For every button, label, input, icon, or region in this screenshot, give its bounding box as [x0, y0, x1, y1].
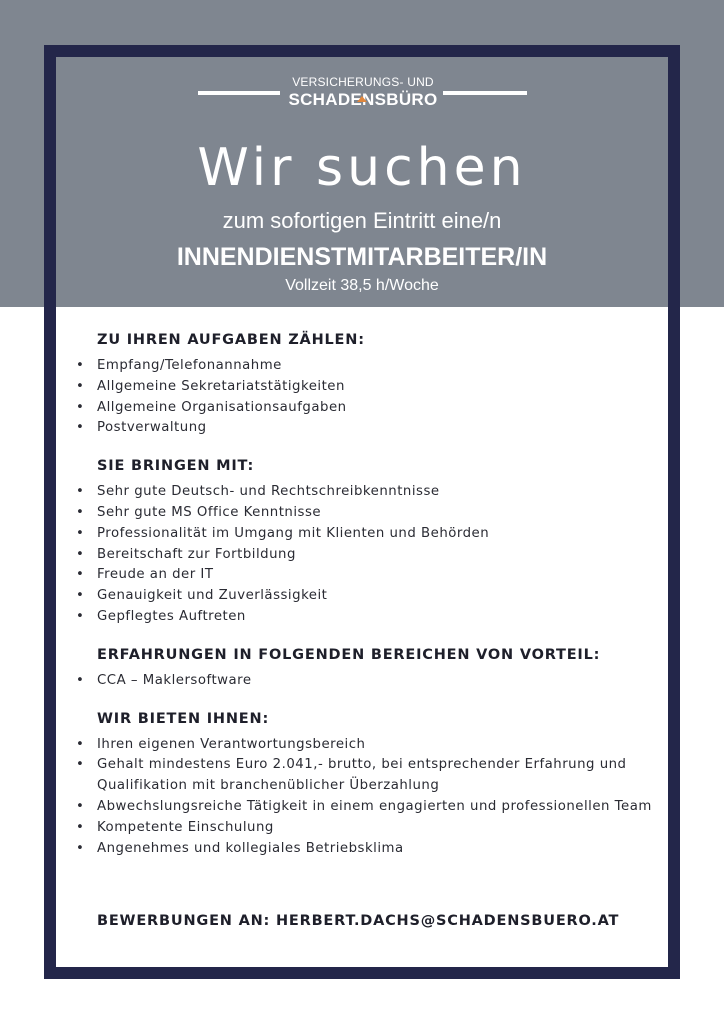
headline: Wir suchen	[197, 138, 527, 198]
list-item: • Postverwaltung	[76, 418, 666, 439]
list-item: • Allgemeine Organisationsaufgaben	[76, 398, 666, 419]
list-item: • Angenehmes und kollegiales Betriebsklima	[76, 839, 666, 860]
list-item: • Sehr gute MS Office Kenntnisse	[76, 503, 666, 524]
logo-line-left	[198, 91, 280, 95]
offer-list	[76, 735, 666, 860]
job-details	[76, 330, 666, 859]
working-hours: Vollzeit 38,5 h/Woche	[285, 277, 439, 294]
section-tasks	[76, 330, 666, 439]
task-list	[76, 356, 666, 439]
roof-icon	[357, 96, 367, 102]
list-item: • Bereitschaft zur Fortbildung	[76, 545, 666, 566]
list-item: • Freude an der IT	[76, 565, 666, 586]
section-experience	[76, 645, 666, 692]
section-offer	[76, 709, 666, 860]
position-title: INNENDIENSTMITARBEITER/IN	[176, 243, 548, 271]
list-item: • Professionalität im Umgang mit Klienten und Behörden	[76, 524, 666, 545]
section-requirements	[76, 456, 666, 628]
logo-line2: SCHADENSBÜRO	[288, 90, 438, 109]
list-item: • Ihren eigenen Verantwortungsbereich	[76, 735, 666, 756]
section-title: ZU IHREN AUFGABEN ZÄHLEN:	[97, 332, 365, 348]
section-title: ERFAHRUNGEN IN FOLGENDEN BEREICHEN VON VORTEIL:	[97, 646, 601, 663]
list-item: • Abwechslungsreiche Tätigkeit in einem engagierten und professionellen Team	[76, 797, 666, 818]
list-item: • CCA – Maklersoftware	[76, 671, 666, 692]
list-item: • Gepflegtes Auftreten	[76, 607, 666, 628]
list-item: • Gehalt mindestens Euro 2.041,- brutto, bei entsprechender Erfahrung und Qualifikation mit branchenüblicher Überzahlung	[76, 755, 666, 797]
logo-line1: VERSICHERUNGS- UND	[292, 75, 434, 89]
list-item: • Genauigkeit und Zuverlässigkeit	[76, 586, 666, 607]
list-item: • Allgemeine Sekretariatstätigkeiten	[76, 377, 666, 398]
section-title: WIR BIETEN IHNEN:	[97, 710, 270, 727]
subline: zum sofortigen Eintritt eine/n	[222, 208, 502, 233]
application-contact: BEWERBUNGEN AN: HERBERT.DACHS@SCHADENSBUERO.AT	[97, 913, 620, 929]
logo-text	[288, 76, 438, 108]
logo-line-right	[443, 91, 527, 95]
list-item: • Kompetente Einschulung	[76, 818, 666, 839]
section-title: SIE BRINGEN MIT:	[97, 458, 255, 475]
requirements-list	[76, 482, 666, 628]
list-item: • Empfang/Telefonannahme	[76, 356, 666, 377]
list-item: • Sehr gute Deutsch- und Rechtschreibkenntnisse	[76, 482, 666, 503]
experience-list	[76, 671, 666, 692]
